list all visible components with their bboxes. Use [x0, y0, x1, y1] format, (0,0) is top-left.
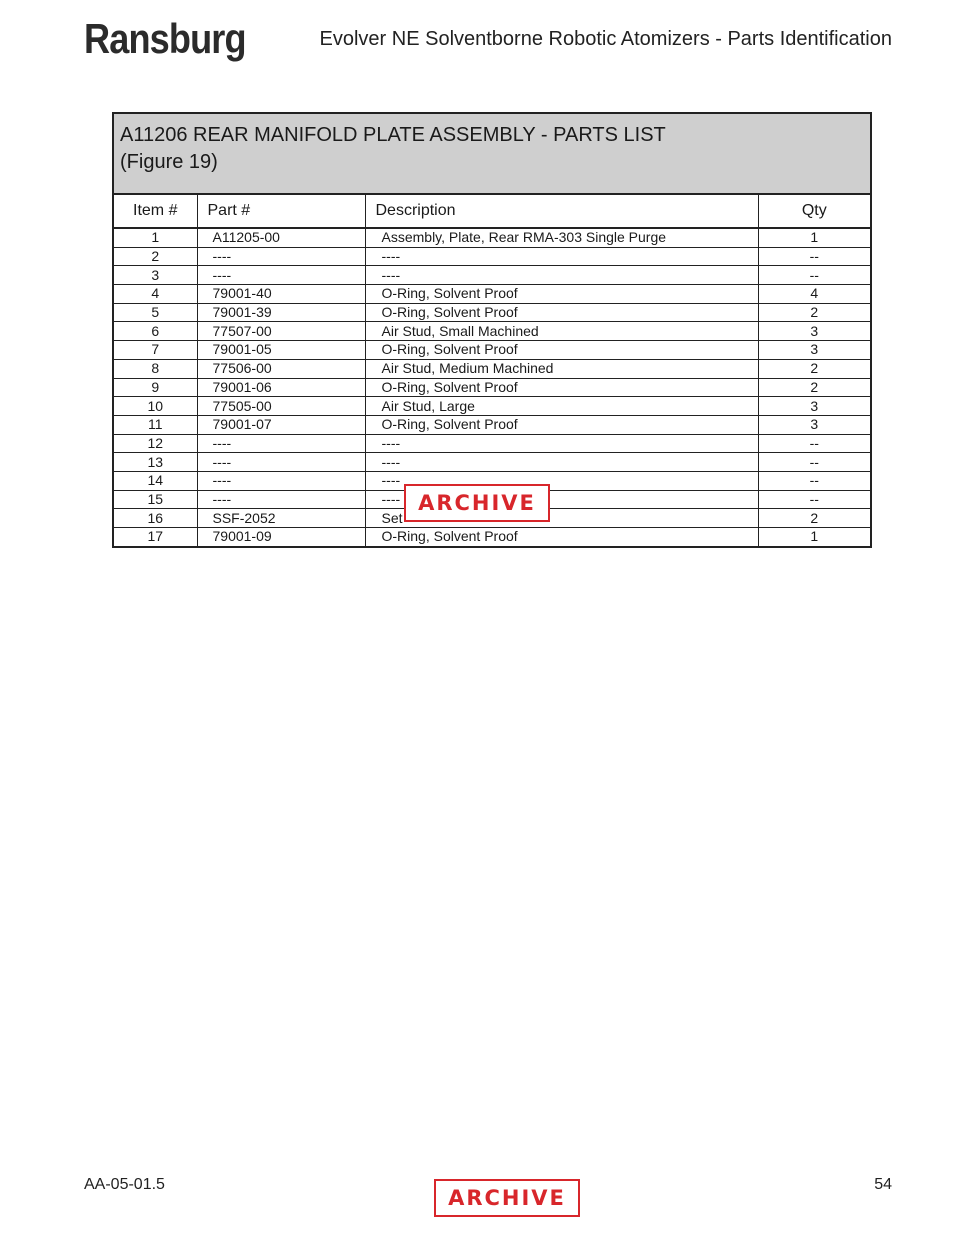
part-quantity: --	[758, 453, 871, 472]
part-quantity: 3	[758, 415, 871, 434]
column-header-part: Part #	[197, 194, 365, 228]
part-description: Air Stud, Small Machined	[365, 322, 758, 341]
item-number: 5	[113, 303, 197, 322]
part-number: ----	[197, 490, 365, 509]
part-quantity: 2	[758, 303, 871, 322]
part-number: 79001-09	[197, 528, 365, 547]
item-number: 4	[113, 285, 197, 304]
part-number: A11205-00	[197, 228, 365, 247]
part-quantity: 1	[758, 228, 871, 247]
part-number: 79001-40	[197, 285, 365, 304]
item-number: 13	[113, 453, 197, 472]
part-description: ----	[365, 266, 758, 285]
part-quantity: --	[758, 434, 871, 453]
item-number: 11	[113, 415, 197, 434]
part-number: 79001-05	[197, 341, 365, 360]
part-number: ----	[197, 434, 365, 453]
column-header-description: Description	[365, 194, 758, 228]
part-quantity: 1	[758, 528, 871, 547]
item-number: 10	[113, 397, 197, 416]
ransburg-logo: Ransburg	[84, 15, 246, 62]
part-quantity: --	[758, 247, 871, 266]
part-quantity: 2	[758, 509, 871, 528]
part-quantity: --	[758, 471, 871, 490]
part-description: O-Ring, Solvent Proof	[365, 528, 758, 547]
column-header-item: Item #	[113, 194, 197, 228]
part-quantity: 4	[758, 285, 871, 304]
part-number: 77507-00	[197, 322, 365, 341]
archive-stamp-footer: ARCHIVE	[434, 1179, 580, 1217]
item-number: 12	[113, 434, 197, 453]
part-quantity: --	[758, 266, 871, 285]
table-row	[113, 434, 871, 453]
item-number: 2	[113, 247, 197, 266]
archive-stamp: ARCHIVE	[404, 484, 550, 522]
part-number: 79001-06	[197, 378, 365, 397]
part-description: Set	[365, 509, 758, 528]
item-number: 9	[113, 378, 197, 397]
part-quantity: 3	[758, 341, 871, 360]
part-description: O-Ring, Solvent Proof	[365, 341, 758, 360]
part-description: O-Ring, Solvent Proof	[365, 285, 758, 304]
part-number: 77505-00	[197, 397, 365, 416]
table-row	[113, 415, 871, 434]
table-row	[113, 322, 871, 341]
part-description: Air Stud, Large	[365, 397, 758, 416]
table-row	[113, 285, 871, 304]
part-number: ----	[197, 453, 365, 472]
part-description: ----	[365, 453, 758, 472]
part-description: ----	[365, 247, 758, 266]
column-header-row	[113, 194, 871, 228]
table-row	[113, 228, 871, 247]
part-number: ----	[197, 471, 365, 490]
part-description: ----	[365, 490, 758, 509]
document-number: AA-05-01.5	[84, 1176, 165, 1193]
part-quantity: --	[758, 490, 871, 509]
table-row	[113, 247, 871, 266]
parts-list-title-line2: (Figure 19)	[120, 151, 218, 173]
column-header-qty: Qty	[758, 194, 871, 228]
part-description: ----	[365, 471, 758, 490]
part-number: SSF-2052	[197, 509, 365, 528]
item-number: 15	[113, 490, 197, 509]
item-number: 14	[113, 471, 197, 490]
document-title: Evolver NE Solventborne Robotic Atomizers - Parts Identification	[319, 28, 892, 50]
table-row	[113, 359, 871, 378]
table-row	[113, 528, 871, 547]
parts-list-table	[112, 112, 872, 548]
part-number: ----	[197, 247, 365, 266]
parts-list-title	[113, 113, 871, 194]
part-description: Assembly, Plate, Rear RMA-303 Single Purge	[365, 228, 758, 247]
part-description: O-Ring, Solvent Proof	[365, 303, 758, 322]
part-quantity: 3	[758, 397, 871, 416]
part-description: Air Stud, Medium Machined	[365, 359, 758, 378]
part-number: 79001-07	[197, 415, 365, 434]
item-number: 3	[113, 266, 197, 285]
part-number: ----	[197, 266, 365, 285]
page-number: 54	[874, 1176, 892, 1193]
table-row	[113, 303, 871, 322]
part-description: ----	[365, 434, 758, 453]
table-row	[113, 378, 871, 397]
item-number: 17	[113, 528, 197, 547]
table-row	[113, 341, 871, 360]
item-number: 7	[113, 341, 197, 360]
parts-list-title-line1: A11206 REAR MANIFOLD PLATE ASSEMBLY - PARTS LIST	[120, 124, 666, 146]
part-description: O-Ring, Solvent Proof	[365, 415, 758, 434]
table-row	[113, 453, 871, 472]
item-number: 16	[113, 509, 197, 528]
table-row	[113, 266, 871, 285]
part-quantity: 2	[758, 359, 871, 378]
item-number: 8	[113, 359, 197, 378]
part-number: 79001-39	[197, 303, 365, 322]
part-quantity: 2	[758, 378, 871, 397]
part-description: O-Ring, Solvent Proof	[365, 378, 758, 397]
part-quantity: 3	[758, 322, 871, 341]
item-number: 6	[113, 322, 197, 341]
table-row	[113, 397, 871, 416]
item-number: 1	[113, 228, 197, 247]
part-number: 77506-00	[197, 359, 365, 378]
